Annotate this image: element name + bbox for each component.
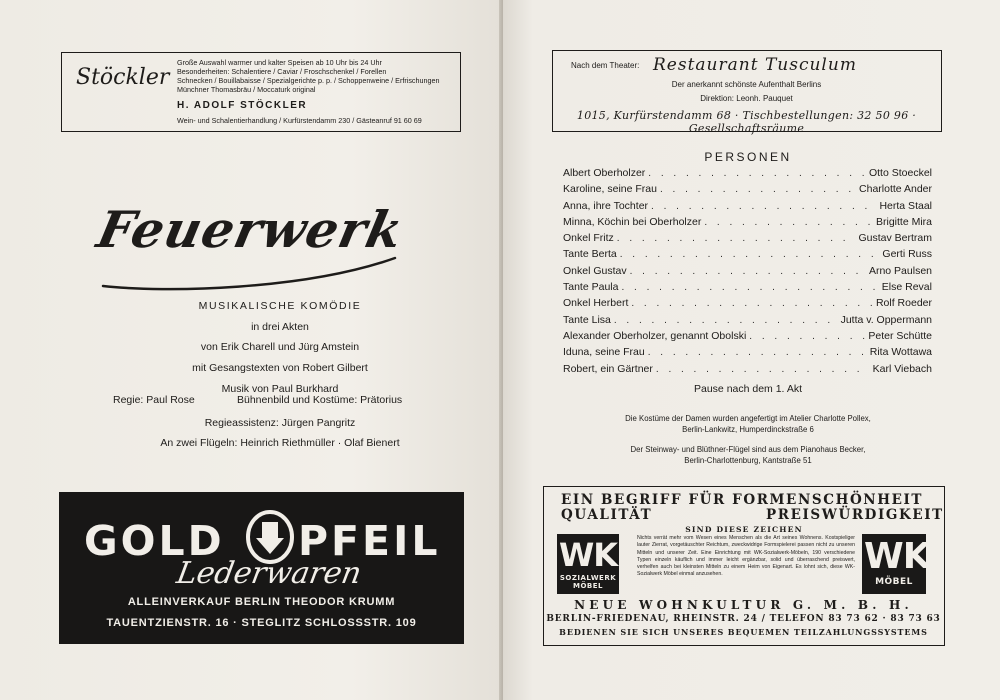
stoeckler-ad-text: Schnecken / Bouillabaisse / Spezialgerichte p. p. / Schoppenweine / Erfrischungen (177, 76, 440, 85)
tusculum-address: 1015, Kurfürstendamm 68 · Tischbestellungen: 32 50 96 · Gesellschaftsräume (576, 109, 917, 135)
program-stage-design: Bühnenbild und Kostüme: Prätorius (237, 394, 403, 406)
cast-actor: Rolf Roeder (875, 297, 932, 310)
cast-actor: Peter Schütte (868, 329, 932, 342)
cast-row (563, 346, 932, 362)
tusculum-description: Der anerkannt schönste Aufenthalt Berlins (671, 80, 822, 89)
leader-dots (620, 249, 880, 260)
cast-role: Onkel Herbert (563, 297, 629, 310)
cast-row (563, 248, 932, 264)
program-acts: in drei Akten (251, 321, 309, 333)
stoeckler-ad-text: Große Auswahl warmer und kalter Speisen ab 10 Uhr bis 24 Uhr (177, 58, 382, 67)
cast-row (563, 265, 932, 281)
wk-sozialwerk-logo (557, 534, 619, 594)
wk-headline-value: PREISWÜRDIGKEIT (766, 507, 944, 523)
cast-actor: Karl Viebach (872, 362, 932, 375)
program-lyrics: mit Gesangstexten von Robert Gilbert (192, 362, 368, 374)
cast-role: Tante Lisa (563, 313, 611, 326)
goldpfeil-brand-right: PFEIL (298, 517, 441, 565)
program-authors: von Erik Charell und Jürg Amstein (200, 341, 360, 353)
leader-dots (614, 315, 838, 326)
program-assistant-director: Regieassistenz: Jürgen Pangritz (204, 417, 356, 429)
cast-actor: Arno Paulsen (868, 264, 932, 277)
wk-address: BERLIN-FRIEDENAU, RHEINSTR. 24 / TELEFON 83 73 62 · 83 73 63 (546, 614, 941, 624)
cast-role: Tante Berta (563, 248, 617, 261)
wk-company-name: NEUE WOHNKULTUR G. M. B. H. (574, 598, 913, 612)
wk-headline: EIN BEGRIFF FÜR FORMENSCHÖNHEIT (561, 492, 924, 508)
wk-furniture-ad (543, 486, 945, 646)
leader-dots (704, 217, 873, 228)
piano-note-line: Berlin-Charlottenburg, Kantstraße 51 (684, 456, 812, 465)
wk-logo-sub: MÖBEL (573, 582, 603, 590)
program-director: Regie: Paul Rose (113, 394, 195, 406)
cast-role: Albert Oberholzer (563, 167, 646, 179)
goldpfeil-addresses: TAUENTZIENSTR. 16 · STEGLITZ SCHLOSSSTR. 109 (106, 617, 417, 629)
cast-actor: Charlotte Ander (859, 183, 932, 196)
cast-actor: Brigitte Mira (875, 215, 932, 228)
cast-role: Karoline, seine Frau (563, 183, 657, 196)
wk-headline-quality: QUALITÄT (561, 507, 653, 523)
cast-role: Robert, ein Gärtner (563, 362, 653, 375)
cast-actor: Rita Wottawa (869, 346, 932, 359)
piano-note (553, 444, 943, 466)
wk-logo-letters: WK (559, 536, 618, 574)
leader-dots (648, 347, 867, 358)
wk-logo-sub: MÖBEL (875, 577, 913, 587)
program-subtitle: MUSIKALISCHE KOMÖDIE (198, 300, 362, 312)
piano-note-line: Der Steinway- und Blüthner-Flügel sind aus dem Pianohaus Becker, (630, 445, 866, 454)
stoeckler-ad-text: Münchner Thomasbräu / Moccaturk original (177, 85, 316, 94)
cast-role: Onkel Fritz (563, 232, 614, 245)
cast-actor: Gustav Bertram (858, 232, 932, 245)
wk-moebel-logo (862, 534, 930, 594)
wk-logo-sub: SOZIALWERK (559, 574, 617, 582)
costume-note-line: Die Kostüme der Damen wurden angefertigt im Atelier Charlotte Pollex, (625, 414, 871, 423)
cast-row (563, 183, 932, 199)
leader-dots (651, 201, 876, 212)
program-pianists: An zwei Flügeln: Heinrich Riethmüller · Olaf Bienert (160, 437, 400, 449)
leader-dots (648, 168, 866, 179)
cast-role: Onkel Gustav (563, 264, 627, 277)
wk-payment-note: BEDIENEN SIE SICH UNSERES BEQUEMEN TEILZAHLUNGSSYSTEMS (559, 627, 928, 637)
cast-row (563, 200, 932, 216)
tusculum-intro: Nach dem Theater: (571, 61, 640, 70)
cast-role: Anna, ihre Tochter (563, 199, 649, 212)
cast-actor: Else Reval (881, 281, 932, 294)
leader-dots (631, 298, 873, 309)
stoeckler-ad (61, 52, 461, 132)
stoeckler-owner-name: H. ADOLF STÖCKLER (177, 100, 308, 111)
cast-role: Alexander Oberholzer, genannt Obolski (563, 329, 747, 342)
cast-role: Minna, Köchin bei Oberholzer (563, 215, 702, 228)
goldpfeil-retailer: ALLEINVERKAUF BERLIN THEODOR KRUMM (127, 596, 396, 608)
cast-actor: Gerti Russ (882, 248, 932, 261)
wk-subheading: SIND DIESE ZEICHEN (685, 525, 803, 534)
stoeckler-ad-text: Besonderheiten: Schalentiere / Caviar / Froschschenkel / Forellen (177, 67, 387, 76)
leader-dots (630, 266, 866, 277)
cast-heading: PERSONEN (704, 150, 792, 164)
cast-actor: Jutta v. Oppermann (840, 313, 932, 326)
costume-note-line: Berlin-Lankwitz, Humperdinckstraße 6 (682, 425, 814, 434)
leader-dots (656, 364, 870, 375)
cast-row (563, 330, 932, 346)
cast-row (563, 363, 932, 379)
program-title: Feuerwerk (92, 200, 409, 259)
cast-role: Iduna, seine Frau (563, 346, 645, 359)
goldpfeil-script: Lederwaren (173, 556, 365, 591)
stoeckler-logo: Stöckler (76, 65, 170, 90)
cast-list (563, 167, 932, 379)
cast-row (563, 167, 932, 183)
tusculum-name: Restaurant Tusculum (653, 55, 857, 75)
goldpfeil-brand-left: GOLD (84, 517, 225, 565)
tusculum-ad (552, 50, 942, 135)
cast-row (563, 314, 932, 330)
cast-role: Tante Paula (563, 281, 619, 294)
cast-row (563, 216, 932, 232)
leader-dots (660, 184, 856, 195)
leader-dots (617, 233, 856, 244)
wk-body-text: Nichts verrät mehr vom Wesen eines Menschen als die Art seines Wohnens. Kostspieliger lauter Zierrat, vorgetäuschter Reichtum, zweckwidrige Formspielerei passen nicht zu unseren Mitteln und unserer Zeit. Eine Einrichtung mit WK-Sozialwerk-Möbeln, 190 verschiedene Typen einzeln käuflich und immer leicht ergänzbar, solid und überraschend preiswert, verhelfen auch bei kleinsten Mitteln zu einem Heim von Eigenart. Es lohnt sich, diese WK-Sozialwerk Möbel einmal anzusehen. (637, 535, 855, 578)
goldpfeil-ad (59, 492, 464, 644)
costume-note (553, 413, 943, 435)
pause-note: Pause nach dem 1. Akt (694, 383, 802, 395)
stoeckler-ad-text: Wein- und Schalentierhandlung / Kurfürstendamm 230 / Gästeanruf 91 60 69 (177, 116, 422, 125)
cast-row (563, 297, 932, 313)
wk-logo-letters: WK (864, 536, 930, 577)
leader-dots (621, 282, 878, 293)
cast-row (563, 232, 932, 248)
cast-row (563, 281, 932, 297)
tusculum-direction: Direktion: Leonh. Pauquet (700, 94, 793, 103)
cast-actor: Herta Staal (879, 199, 932, 212)
cast-actor: Otto Stoeckel (868, 167, 932, 179)
program-music: Musik von Paul Burkhard (221, 383, 339, 395)
leader-dots (749, 331, 865, 342)
